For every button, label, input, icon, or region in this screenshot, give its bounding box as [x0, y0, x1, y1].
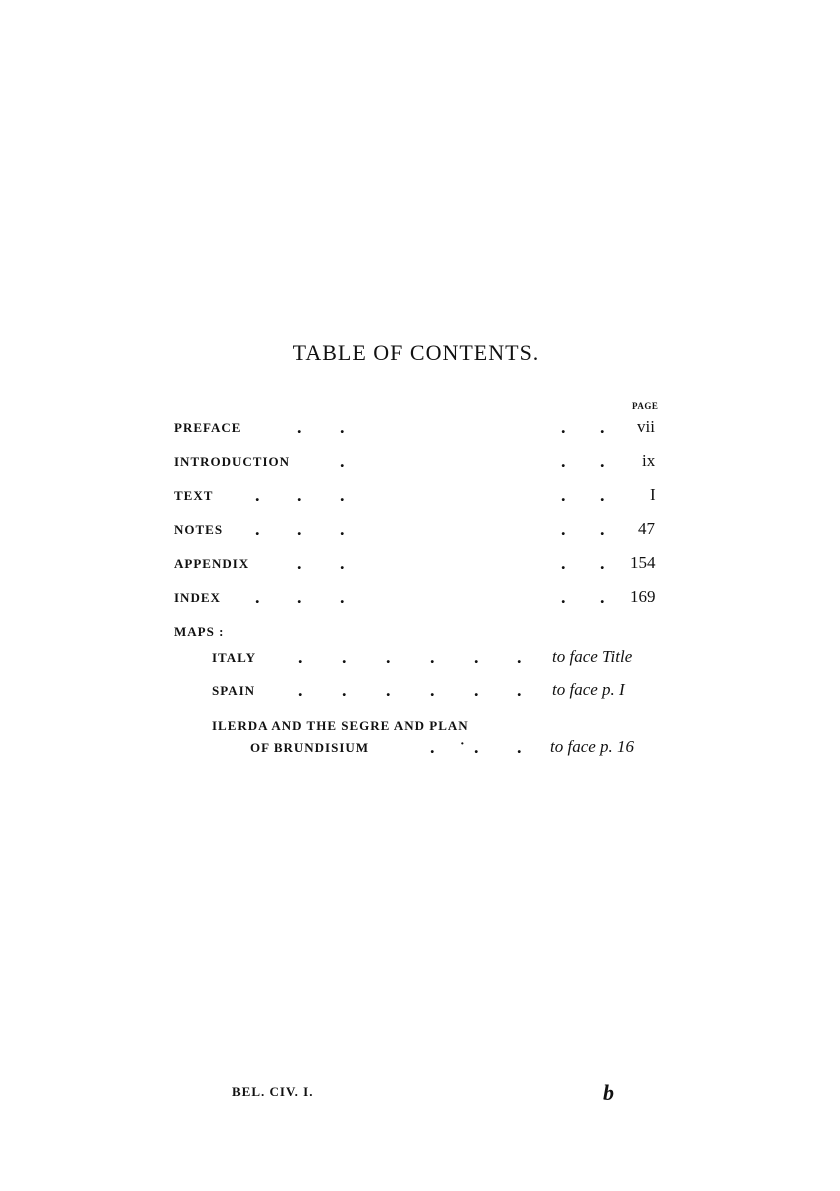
leader-dot: . [386, 647, 391, 667]
leader-dot: . [340, 519, 345, 539]
page-column-header: PAGE [632, 401, 659, 411]
leader-dot: . [517, 680, 522, 700]
map-entry-page: to face p. 16 [550, 737, 635, 756]
leader-dot: . [255, 485, 260, 505]
toc-entry-page: vii [637, 417, 655, 436]
map-entry-label: SPAIN [212, 683, 256, 698]
leader-dot: . [340, 485, 345, 505]
leader-dot: . [297, 587, 302, 607]
leader-dot: . [297, 417, 302, 437]
leader-dot: . [340, 587, 345, 607]
gathering-letter: b [603, 1080, 614, 1105]
leader-dot: . [517, 647, 522, 667]
maps-heading: MAPS : [174, 624, 225, 639]
leader-dot: . [430, 647, 435, 667]
toc-entry-label: PREFACE [174, 420, 242, 435]
leader-dot: . [600, 519, 605, 539]
leader-dot: . [474, 737, 479, 757]
leader-dot: . [600, 451, 605, 471]
toc-entry-page: 169 [630, 587, 656, 606]
toc-entry-page: 47 [638, 519, 655, 538]
toc-entry-page: I [650, 485, 656, 504]
leader-dot: . [430, 680, 435, 700]
signature-mark: BEL. CIV. I. [232, 1084, 314, 1099]
leader-dot: . [342, 647, 347, 667]
leader-dot: . [517, 737, 522, 757]
leader-dot: . [600, 485, 605, 505]
leader-dot: . [255, 587, 260, 607]
map-entry-label-line1: ILERDA AND THE SEGRE AND PLAN [212, 718, 469, 733]
leader-dot: . [298, 680, 303, 700]
leader-dot: . [474, 680, 479, 700]
toc-entry-label: TEXT [174, 488, 214, 503]
leader-dot: . [474, 647, 479, 667]
leader-dot: . [297, 519, 302, 539]
leader-dot: . [340, 417, 345, 437]
leader-dot: . [342, 680, 347, 700]
map-entry-label: ITALY [212, 650, 257, 665]
leader-dot: . [255, 519, 260, 539]
map-entry-page: to face Title [552, 647, 633, 666]
leader-dot: . [561, 587, 566, 607]
leader-dot: . [430, 737, 435, 757]
leader-dot: . [386, 680, 391, 700]
leader-dot: . [561, 451, 566, 471]
toc-entry-label: NOTES [174, 522, 224, 537]
toc-entry-label: INTRODUCTION [174, 454, 291, 469]
map-entry-page: to face p. I [552, 680, 625, 699]
leader-dot: · [460, 737, 465, 752]
toc-entry-page: 154 [630, 553, 656, 572]
leader-dot: . [297, 553, 302, 573]
leader-dot: . [561, 519, 566, 539]
leader-dot: . [561, 553, 566, 573]
leader-dot: . [340, 553, 345, 573]
map-entry-label-line2: OF BRUNDISIUM [250, 740, 370, 755]
toc-entry-label: INDEX [174, 590, 221, 605]
leader-dot: . [297, 485, 302, 505]
leader-dot: . [561, 485, 566, 505]
leader-dot: . [600, 417, 605, 437]
leader-dot: . [340, 451, 345, 471]
leader-dot: . [561, 417, 566, 437]
leader-dot: . [298, 647, 303, 667]
leader-dot: . [600, 587, 605, 607]
page-title: TABLE OF CONTENTS. [292, 340, 540, 365]
toc-entry-page: ix [642, 451, 656, 470]
toc-entry-label: APPENDIX [174, 556, 250, 571]
leader-dot: . [600, 553, 605, 573]
